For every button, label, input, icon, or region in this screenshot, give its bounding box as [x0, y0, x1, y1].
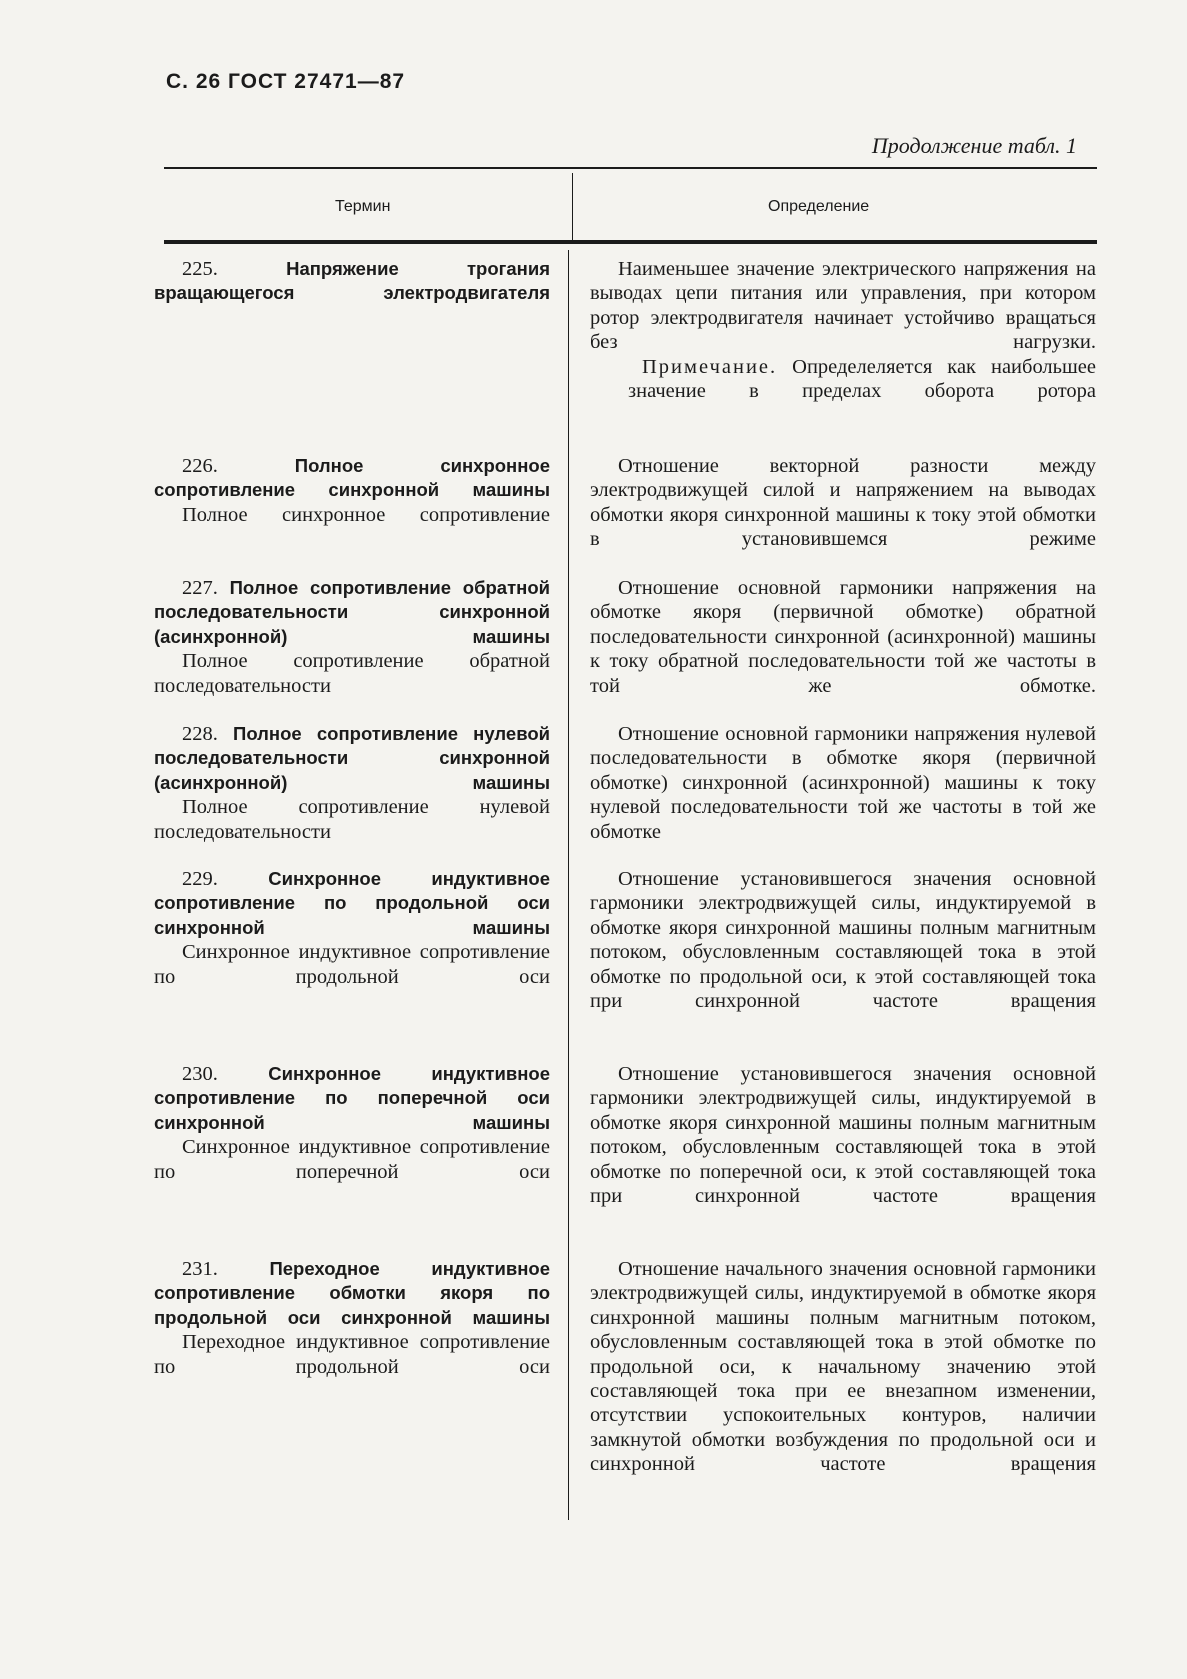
term-cell-230	[154, 1062, 550, 1184]
term-synonym: Полное синхронное сопротивление	[182, 503, 550, 526]
definition-cell-230	[590, 1062, 1096, 1208]
definition-text: Отношение установившегося значения основной гармоники электродвижущей силы, индуктируемой в обмотке якоря синхронной машины полным магнитным потоком, обусловленным составляющей тока в этой обмотке по поперечной оси, к этой составляющей тока при синхронной частоте вращения	[590, 1063, 1096, 1208]
header-column-divider	[572, 173, 573, 241]
definition-cell-229	[590, 867, 1096, 1013]
term-cell-226	[154, 454, 550, 527]
term-number: 231.	[182, 1258, 218, 1280]
term-number: 226.	[182, 455, 218, 477]
definition-text: Отношение установившегося значения основной гармоники электродвижущей силы, индуктируемой в обмотке якоря синхронной машины полным магнитным потоком, обусловленным составляющей тока в этой обмотке по продольной оси, к этой составляющей тока при синхронной частоте вращения	[590, 868, 1096, 1013]
definition-cell-225	[590, 257, 1096, 403]
term-title: Напряжение трогания вращающегося электродвигателя	[154, 258, 550, 304]
term-synonym: Переходное индуктивное сопротивление по продольной оси	[154, 1331, 550, 1378]
table-header-rule	[164, 240, 1097, 244]
note-text: Определеляется как наибольшее значение в пределах оборота ротора	[628, 355, 1096, 403]
body-column-divider	[568, 250, 569, 1520]
term-cell-231	[154, 1257, 550, 1379]
term-number: 227.	[182, 577, 218, 599]
term-cell-227	[154, 576, 550, 698]
continuation-label: Продолжение табл. 1	[871, 133, 1077, 158]
term-number: 228.	[182, 723, 218, 745]
term-title: Полное синхронное сопротивление синхронной машины	[154, 455, 550, 501]
term-number: 225.	[182, 258, 218, 280]
definition-text: Отношение основной гармоники напряжения на обмотке якоря (первичной обмотке) обратной последовательности синхронной (асинхронной) машины к току обратной последовательности той же частоты в той же обмотке.	[590, 577, 1096, 697]
definition-cell-226	[590, 454, 1096, 552]
definition-cell-227	[590, 576, 1096, 698]
term-title: Синхронное индуктивное сопротивление по продольной оси синхронной машины	[154, 868, 550, 938]
term-number: 229.	[182, 868, 218, 890]
term-cell-228	[154, 722, 550, 844]
page-header: С. 26 ГОСТ 27471—87	[166, 70, 406, 93]
term-title: Синхронное индуктивное сопротивление по поперечной оси синхронной машины	[154, 1063, 550, 1133]
term-number: 230.	[182, 1063, 218, 1085]
term-synonym: Синхронное индуктивное сопротивление по поперечной оси	[154, 1136, 550, 1183]
term-cell-225	[154, 257, 550, 306]
term-synonym: Синхронное индуктивное сопротивление по продольной оси	[154, 941, 550, 988]
table-top-rule	[164, 167, 1097, 169]
term-cell-229	[154, 867, 550, 989]
term-synonym: Полное сопротивление нулевой последовательности	[154, 796, 550, 843]
term-title: Полное сопротивление обратной последовательности синхронной (асинхронной) машины	[154, 577, 550, 647]
definition-text: Наименьшее значение электрического напряжения на выводах цепи питания или управления, при котором ротор электродвигателя начинает устойчиво вращаться без нагрузки.	[590, 258, 1096, 354]
definition-cell-231	[590, 1257, 1096, 1477]
definition-text: Отношение начального значения основной гармоники электродвижущей силы, индуктируемой в обмотке якоря синхронной машины полным магнитным потоком, обусловленным составляющей тока в этой обмотке по продольной оси, к начальному значению этой составляющей тока при ее внезапном изменении, отсутствии успокоительных контуров, наличии замкнутой обмотки возбуждения по продольной оси и синхронной частоте вращения	[590, 1258, 1096, 1476]
column-header-term: Термин	[335, 198, 391, 215]
definition-cell-228	[590, 722, 1096, 844]
definition-text: Отношение основной гармоники напряжения нулевой последовательности в обмотке якоря (первичной обмотке) синхронной (асинхронной) машины к току нулевой последовательности той же частоты в той же обмотке	[590, 723, 1096, 843]
definition-text: Отношение векторной разности между электродвижущей силой и напряжением на выводах обмотки якоря синхронной машины к току этой обмотки в установившемся режиме	[590, 455, 1096, 551]
term-title: Переходное индуктивное сопротивление обмотки якоря по продольной оси синхронной машины	[154, 1258, 550, 1328]
column-header-definition: Определение	[768, 198, 870, 215]
term-title: Полное сопротивление нулевой последовательности синхронной (асинхронной) машины	[154, 723, 550, 793]
note-block	[590, 355, 1096, 404]
note-label: Примечание.	[642, 355, 778, 378]
term-synonym: Полное сопротивление обратной последовательности	[154, 650, 550, 697]
